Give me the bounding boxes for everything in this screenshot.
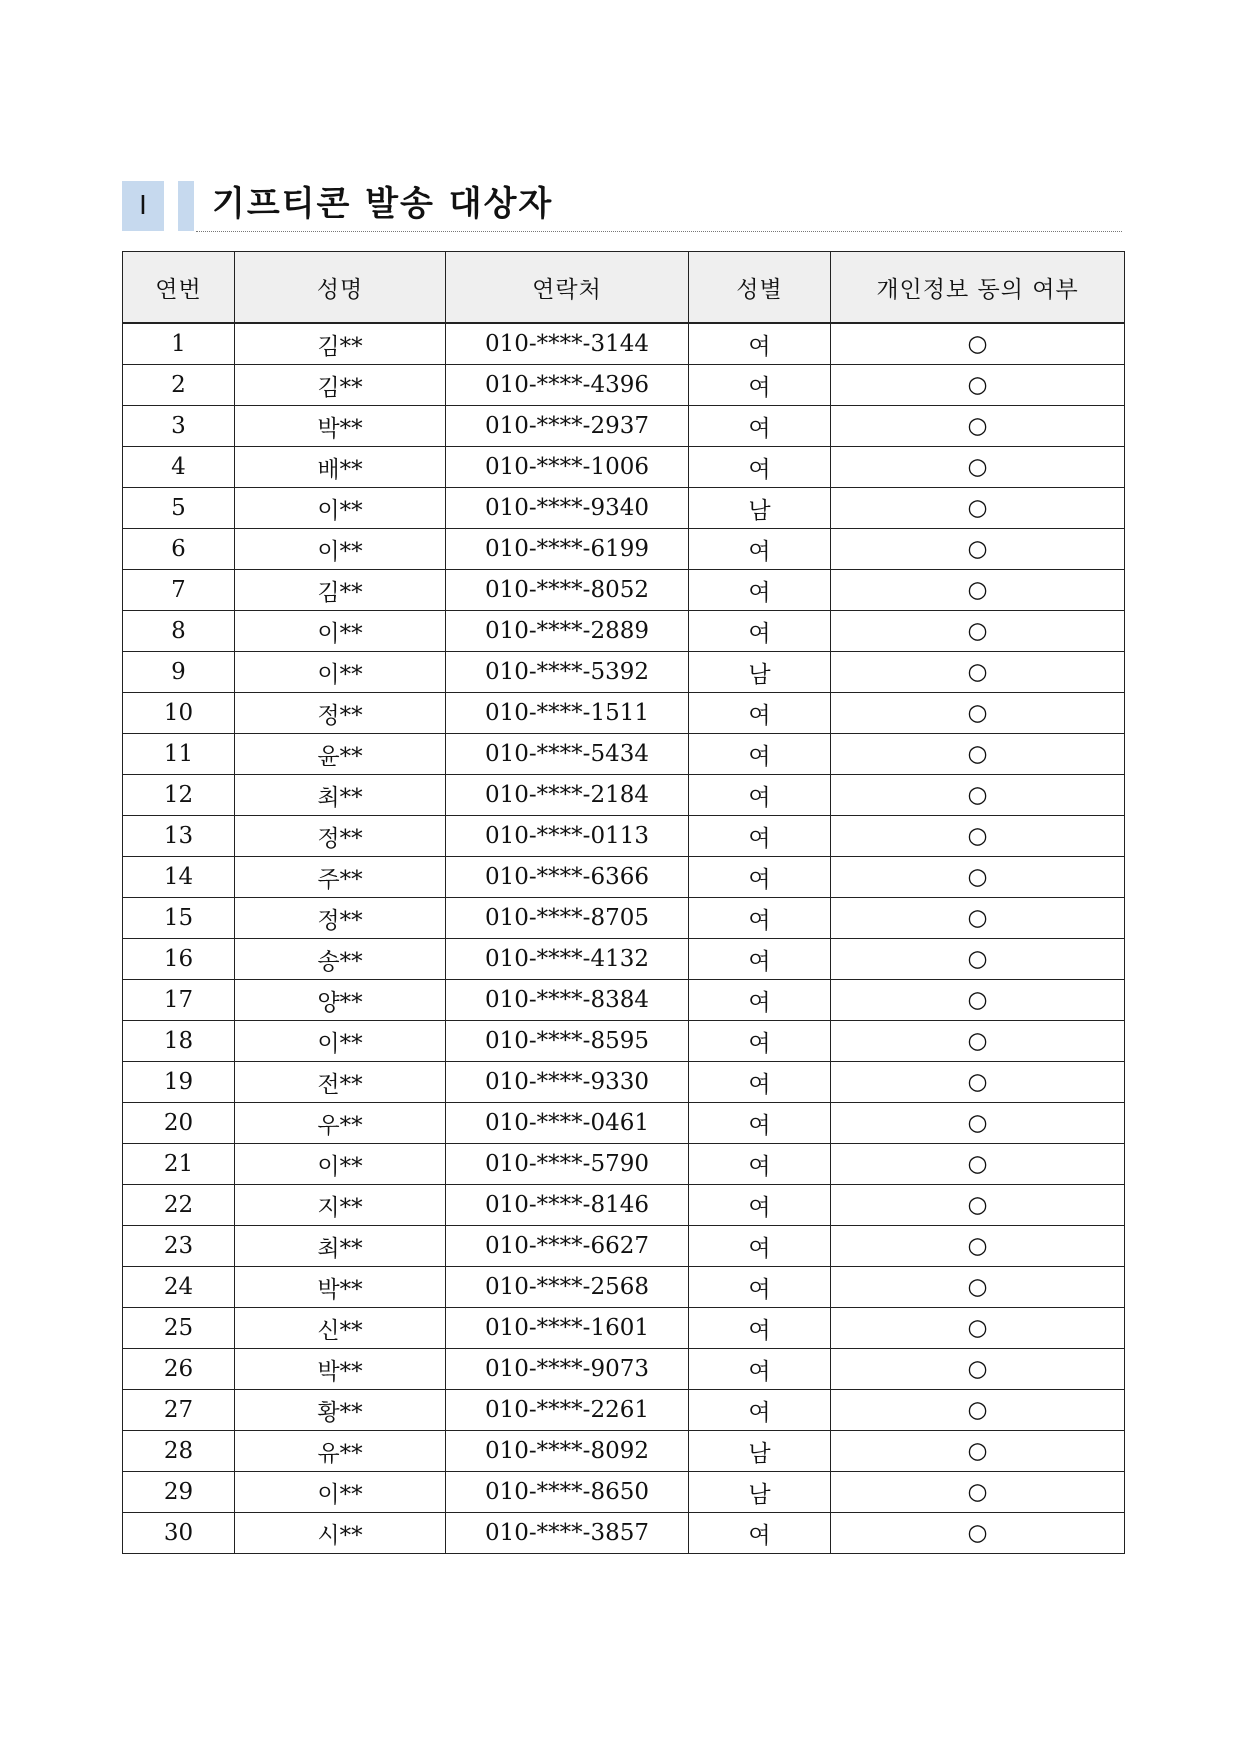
table-row (123, 1021, 1125, 1062)
cell-gender: 여 (689, 1513, 831, 1554)
cell-no: 4 (123, 447, 235, 488)
cell-phone: 010-****-5790 (446, 1144, 689, 1185)
cell-no: 3 (123, 406, 235, 447)
cell-phone: 010-****-8052 (446, 570, 689, 611)
table-row (123, 323, 1125, 365)
cell-name: 박** (235, 1267, 446, 1308)
cell-name: 이** (235, 611, 446, 652)
cell-phone: 010-****-2261 (446, 1390, 689, 1431)
cell-no: 22 (123, 1185, 235, 1226)
cell-no: 10 (123, 693, 235, 734)
cell-consent: ○ (831, 816, 1125, 857)
cell-no: 12 (123, 775, 235, 816)
heading-accent-bar (178, 181, 194, 231)
cell-consent: ○ (831, 1349, 1125, 1390)
table-row (123, 1103, 1125, 1144)
table-row (123, 1185, 1125, 1226)
cell-gender: 여 (689, 939, 831, 980)
cell-phone: 010-****-5434 (446, 734, 689, 775)
cell-gender: 여 (689, 611, 831, 652)
table-row (123, 693, 1125, 734)
cell-phone: 010-****-1601 (446, 1308, 689, 1349)
cell-gender: 여 (689, 1390, 831, 1431)
cell-name: 이** (235, 652, 446, 693)
cell-name: 황** (235, 1390, 446, 1431)
cell-no: 24 (123, 1267, 235, 1308)
table-row (123, 488, 1125, 529)
cell-no: 14 (123, 857, 235, 898)
cell-consent: ○ (831, 1513, 1125, 1554)
table-row (123, 1513, 1125, 1554)
cell-no: 13 (123, 816, 235, 857)
cell-consent: ○ (831, 1062, 1125, 1103)
cell-gender: 여 (689, 529, 831, 570)
cell-no: 30 (123, 1513, 235, 1554)
cell-gender: 여 (689, 1226, 831, 1267)
cell-phone: 010-****-2568 (446, 1267, 689, 1308)
cell-phone: 010-****-2184 (446, 775, 689, 816)
cell-name: 박** (235, 1349, 446, 1390)
cell-phone: 010-****-9340 (446, 488, 689, 529)
cell-phone: 010-****-2889 (446, 611, 689, 652)
cell-name: 양** (235, 980, 446, 1021)
cell-phone: 010-****-8705 (446, 898, 689, 939)
cell-consent: ○ (831, 734, 1125, 775)
header-name: 성명 (235, 252, 446, 324)
cell-no: 2 (123, 365, 235, 406)
cell-gender: 여 (689, 898, 831, 939)
cell-no: 7 (123, 570, 235, 611)
cell-no: 5 (123, 488, 235, 529)
cell-name: 최** (235, 1226, 446, 1267)
table-row (123, 939, 1125, 980)
cell-name: 주** (235, 857, 446, 898)
cell-phone: 010-****-1006 (446, 447, 689, 488)
cell-consent: ○ (831, 529, 1125, 570)
cell-phone: 010-****-2937 (446, 406, 689, 447)
cell-phone: 010-****-3857 (446, 1513, 689, 1554)
table-row (123, 1472, 1125, 1513)
table-row (123, 1390, 1125, 1431)
cell-name: 이** (235, 1472, 446, 1513)
table-row (123, 1431, 1125, 1472)
cell-no: 25 (123, 1308, 235, 1349)
cell-gender: 여 (689, 1021, 831, 1062)
table-row (123, 775, 1125, 816)
cell-name: 이** (235, 488, 446, 529)
cell-name: 신** (235, 1308, 446, 1349)
cell-name: 우** (235, 1103, 446, 1144)
cell-phone: 010-****-8092 (446, 1431, 689, 1472)
cell-gender: 남 (689, 1431, 831, 1472)
cell-consent: ○ (831, 1185, 1125, 1226)
cell-consent: ○ (831, 939, 1125, 980)
cell-name: 정** (235, 693, 446, 734)
cell-phone: 010-****-5392 (446, 652, 689, 693)
cell-phone: 010-****-6366 (446, 857, 689, 898)
cell-name: 배** (235, 447, 446, 488)
cell-name: 김** (235, 323, 446, 365)
table-row (123, 406, 1125, 447)
cell-gender: 여 (689, 1267, 831, 1308)
cell-phone: 010-****-1511 (446, 693, 689, 734)
cell-no: 11 (123, 734, 235, 775)
table-row (123, 652, 1125, 693)
cell-gender: 여 (689, 447, 831, 488)
cell-name: 정** (235, 898, 446, 939)
header-phone: 연락처 (446, 252, 689, 324)
cell-name: 윤** (235, 734, 446, 775)
cell-no: 16 (123, 939, 235, 980)
cell-gender: 여 (689, 365, 831, 406)
cell-consent: ○ (831, 1390, 1125, 1431)
cell-no: 29 (123, 1472, 235, 1513)
cell-phone: 010-****-8146 (446, 1185, 689, 1226)
cell-phone: 010-****-0461 (446, 1103, 689, 1144)
table-row (123, 529, 1125, 570)
cell-consent: ○ (831, 406, 1125, 447)
cell-name: 김** (235, 365, 446, 406)
cell-name: 이** (235, 1144, 446, 1185)
cell-no: 20 (123, 1103, 235, 1144)
cell-gender: 여 (689, 1103, 831, 1144)
header-gender: 성별 (689, 252, 831, 324)
cell-consent: ○ (831, 1226, 1125, 1267)
cell-gender: 여 (689, 775, 831, 816)
cell-no: 21 (123, 1144, 235, 1185)
cell-gender: 남 (689, 488, 831, 529)
section-number-badge (122, 181, 164, 231)
cell-consent: ○ (831, 1267, 1125, 1308)
table-row (123, 980, 1125, 1021)
cell-gender: 여 (689, 1062, 831, 1103)
cell-no: 18 (123, 1021, 235, 1062)
cell-phone: 010-****-6199 (446, 529, 689, 570)
cell-consent: ○ (831, 775, 1125, 816)
cell-phone: 010-****-8384 (446, 980, 689, 1021)
table-body (123, 323, 1125, 1554)
table-row (123, 816, 1125, 857)
cell-consent: ○ (831, 611, 1125, 652)
section-number: Ⅰ (139, 191, 147, 221)
cell-name: 시** (235, 1513, 446, 1554)
cell-name: 송** (235, 939, 446, 980)
cell-name: 최** (235, 775, 446, 816)
cell-phone: 010-****-9330 (446, 1062, 689, 1103)
cell-phone: 010-****-4396 (446, 365, 689, 406)
cell-consent: ○ (831, 1144, 1125, 1185)
cell-phone: 010-****-8595 (446, 1021, 689, 1062)
cell-phone: 010-****-4132 (446, 939, 689, 980)
cell-phone: 010-****-0113 (446, 816, 689, 857)
table-header (123, 252, 1125, 324)
cell-name: 이** (235, 529, 446, 570)
cell-name: 지** (235, 1185, 446, 1226)
table-row (123, 1062, 1125, 1103)
cell-gender: 여 (689, 693, 831, 734)
table-row (123, 570, 1125, 611)
cell-no: 19 (123, 1062, 235, 1103)
section-heading (122, 181, 1122, 233)
cell-name: 전** (235, 1062, 446, 1103)
cell-consent: ○ (831, 447, 1125, 488)
cell-gender: 여 (689, 857, 831, 898)
cell-consent: ○ (831, 652, 1125, 693)
cell-no: 23 (123, 1226, 235, 1267)
cell-name: 김** (235, 570, 446, 611)
cell-phone: 010-****-6627 (446, 1226, 689, 1267)
cell-no: 27 (123, 1390, 235, 1431)
cell-name: 정** (235, 816, 446, 857)
cell-gender: 여 (689, 1185, 831, 1226)
cell-consent: ○ (831, 1103, 1125, 1144)
cell-consent: ○ (831, 1308, 1125, 1349)
cell-no: 1 (123, 323, 235, 365)
table-row (123, 1349, 1125, 1390)
cell-phone: 010-****-9073 (446, 1349, 689, 1390)
table-row (123, 857, 1125, 898)
cell-gender: 여 (689, 570, 831, 611)
cell-gender: 여 (689, 816, 831, 857)
table-row (123, 1226, 1125, 1267)
cell-consent: ○ (831, 570, 1125, 611)
cell-consent: ○ (831, 323, 1125, 365)
cell-consent: ○ (831, 1472, 1125, 1513)
cell-no: 28 (123, 1431, 235, 1472)
cell-no: 17 (123, 980, 235, 1021)
cell-gender: 남 (689, 1472, 831, 1513)
header-consent: 개인정보 동의 여부 (831, 252, 1125, 324)
table-row (123, 1308, 1125, 1349)
table-row (123, 447, 1125, 488)
cell-name: 박** (235, 406, 446, 447)
cell-consent: ○ (831, 693, 1125, 734)
table-row (123, 365, 1125, 406)
table-row (123, 1267, 1125, 1308)
cell-phone: 010-****-3144 (446, 323, 689, 365)
table-row (123, 1144, 1125, 1185)
cell-no: 6 (123, 529, 235, 570)
table-row (123, 611, 1125, 652)
cell-gender: 여 (689, 1308, 831, 1349)
heading-dotted-rule (196, 231, 1122, 232)
cell-consent: ○ (831, 488, 1125, 529)
header-no: 연번 (123, 252, 235, 324)
cell-gender: 남 (689, 652, 831, 693)
recipients-table (122, 251, 1125, 1554)
cell-gender: 여 (689, 323, 831, 365)
cell-no: 9 (123, 652, 235, 693)
cell-consent: ○ (831, 980, 1125, 1021)
cell-consent: ○ (831, 1021, 1125, 1062)
cell-gender: 여 (689, 1144, 831, 1185)
header-row (123, 252, 1125, 324)
cell-consent: ○ (831, 898, 1125, 939)
cell-no: 26 (123, 1349, 235, 1390)
table-row (123, 734, 1125, 775)
cell-gender: 여 (689, 406, 831, 447)
cell-consent: ○ (831, 857, 1125, 898)
cell-phone: 010-****-8650 (446, 1472, 689, 1513)
cell-gender: 여 (689, 734, 831, 775)
table-row (123, 898, 1125, 939)
cell-consent: ○ (831, 365, 1125, 406)
cell-no: 8 (123, 611, 235, 652)
cell-gender: 여 (689, 1349, 831, 1390)
cell-name: 이** (235, 1021, 446, 1062)
cell-no: 15 (123, 898, 235, 939)
cell-consent: ○ (831, 1431, 1125, 1472)
cell-gender: 여 (689, 980, 831, 1021)
page-title: 기프티콘 발송 대상자 (212, 184, 554, 224)
cell-name: 유** (235, 1431, 446, 1472)
